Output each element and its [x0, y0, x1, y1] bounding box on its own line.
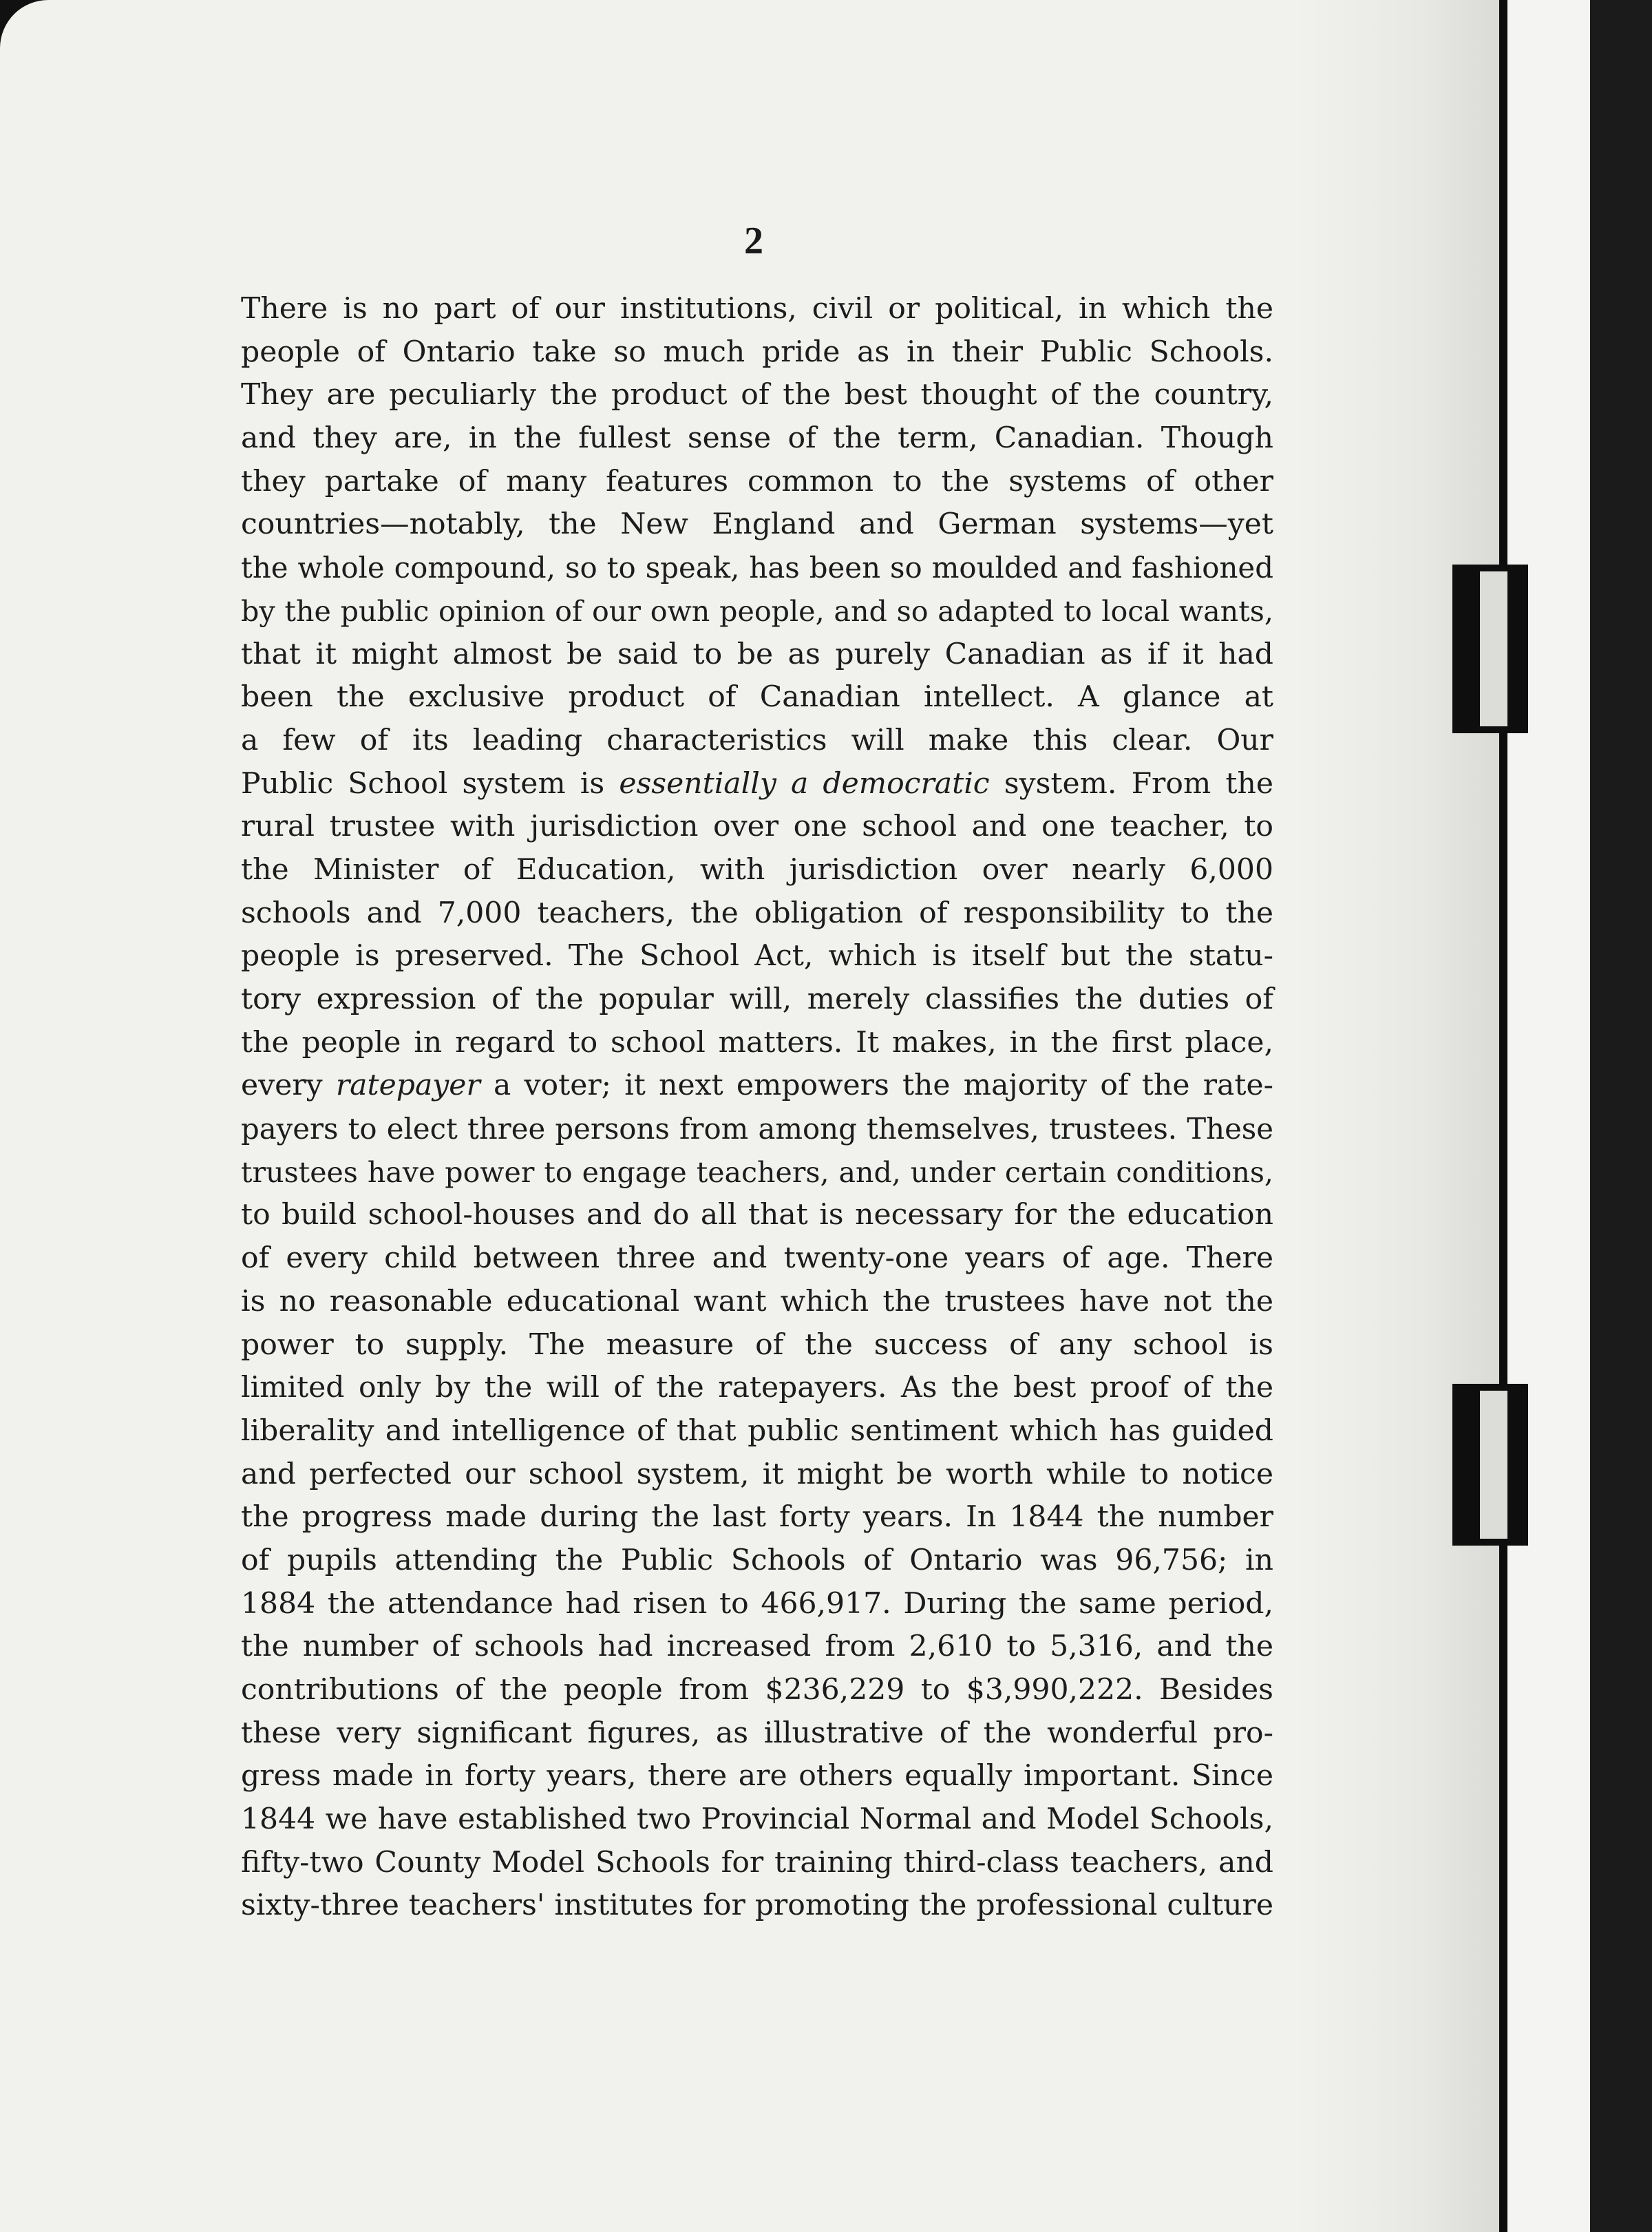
text-line: rural trustee with jurisdiction over one school and one teacher, to [241, 810, 1273, 844]
text-line: a few of its leading characteristics will make this clear. Our [241, 723, 1273, 757]
text-line: limited only by the will of the ratepayers. As the best proof of the [241, 1371, 1273, 1405]
text-line: countries—notably, the New England and German systems—yet [241, 507, 1273, 542]
emphasis-text: essentially a democratic [619, 766, 990, 801]
text-line-with-emphasis [241, 1064, 1273, 1108]
text-line: 1884 the attendance had risen to 466,917. During the same period, [241, 1586, 1273, 1621]
text-segment: system. From the [989, 766, 1273, 801]
text-line-with-emphasis [241, 763, 1273, 806]
text-line: the whole compound, so to speak, has been so moulded and fashioned [241, 551, 1273, 585]
text-line: is no reasonable educational want which the trustees have not the [241, 1284, 1273, 1318]
text-line: the people in regard to school matters. It makes, in the first place, [241, 1025, 1273, 1060]
text-line: schools and 7,000 teachers, the obligation of responsibility to the [241, 896, 1273, 930]
text-line: payers to elect three persons from among themselves, trustees. These [241, 1112, 1273, 1146]
text-line: of every child between three and twenty-one years of age. There [241, 1241, 1273, 1276]
text-segment: Public School system is [241, 766, 620, 801]
text-line: liberality and intelligence of that public sentiment which has guided [241, 1413, 1273, 1448]
text-line: they partake of many features common to the systems of other [241, 464, 1273, 498]
page-gutter-shade [1294, 0, 1507, 2232]
page-number: 2 [744, 220, 763, 262]
text-line: 1844 we have established two Provincial Normal and Model Schools, [241, 1802, 1273, 1837]
text-line: people of Ontario take so much pride as in their Public Schools. [241, 335, 1273, 369]
text-line: of pupils attending the Public Schools of Ontario was 96,756; in [241, 1543, 1273, 1577]
binding-shadow [1590, 0, 1652, 2232]
text-segment: every [241, 1068, 336, 1103]
text-line: sixty-three teachers' institutes for promoting the professional culture [241, 1888, 1273, 1923]
text-line: the progress made during the last forty years. In 1844 the number [241, 1500, 1273, 1535]
text-line: and perfected our school system, it might be worth while to notice [241, 1457, 1273, 1491]
text-line: fifty-two County Model Schools for training third-class teachers, and [241, 1845, 1273, 1880]
text-line: and they are, in the fullest sense of the term, Canadian. Though [241, 421, 1273, 456]
text-line: these very significant figures, as illustrative of the wonderful pro- [241, 1716, 1273, 1750]
body-paragraph [241, 288, 1273, 1928]
text-line: power to supply. The measure of the success of any school is [241, 1327, 1273, 1362]
text-line: They are peculiarly the product of the best thought of the country, [241, 378, 1273, 412]
text-line: the Minister of Education, with jurisdiction over nearly 6,000 [241, 852, 1273, 887]
text-line: tory expression of the popular will, merely classifies the duties of [241, 982, 1273, 1016]
text-line: There is no part of our institutions, civil or political, in which the [241, 292, 1273, 326]
text-line: people is preserved. The School Act, which is itself but the statu- [241, 939, 1273, 973]
text-segment: a voter; it next empowers the majority of the rate- [480, 1068, 1273, 1103]
text-line: the number of schools had increased from 2,610 to 5,316, and the [241, 1630, 1273, 1664]
text-line: to build school-houses and do all that is necessary for the education [241, 1198, 1273, 1232]
text-line: that it might almost be said to be as purely Canadian as if it had [241, 637, 1273, 671]
text-line: contributions of the people from $236,229 to $3,990,222. Besides [241, 1673, 1273, 1707]
emphasis-text: ratepayer [335, 1068, 480, 1103]
page-edge-shadow [1499, 0, 1507, 2232]
binding-clip-bottom-highlight [1480, 1391, 1507, 1539]
text-line: trustees have power to engage teachers, and, under certain conditions, [241, 1155, 1273, 1189]
text-line: been the exclusive product of Canadian intellect. A glance at [241, 680, 1273, 715]
binding-clip-top-highlight [1480, 571, 1507, 726]
text-line: by the public opinion of our own people, and so adapted to local wants, [241, 594, 1273, 628]
text-line: gress made in forty years, there are others equally important. Since [241, 1759, 1273, 1793]
